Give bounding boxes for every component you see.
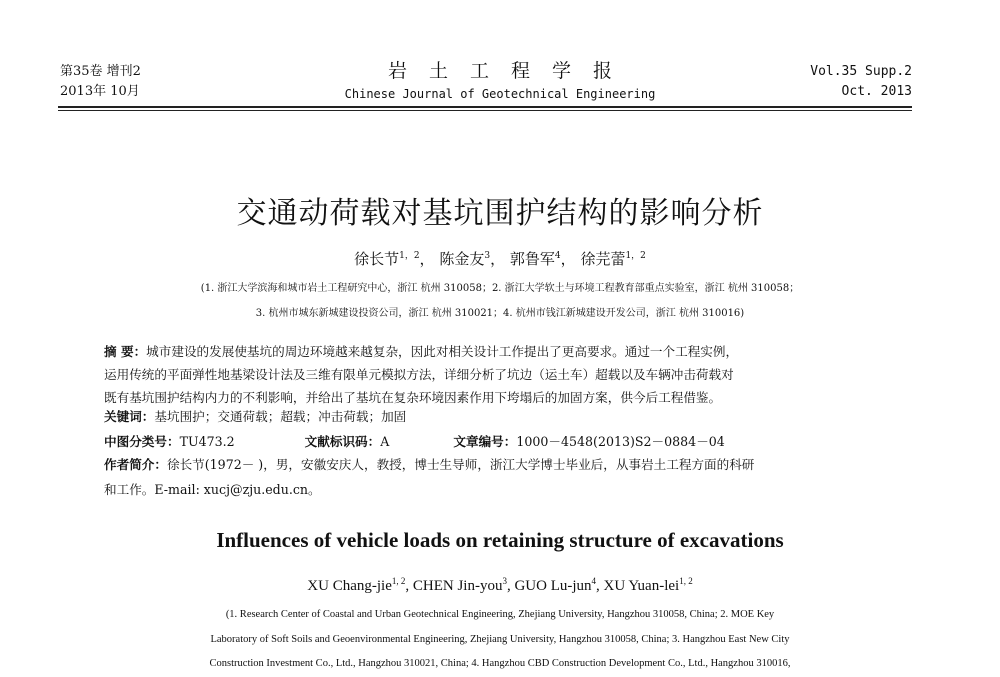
journal-name-en: Chinese Journal of Geotechnical Engineering	[344, 87, 656, 101]
author-bio	[104, 453, 894, 476]
clc-value: TU473.2	[179, 434, 235, 449]
author-name-en: XU Chang-jie	[307, 578, 392, 594]
author-affil-mark: 3	[502, 576, 507, 586]
author-name: 郭鲁军	[509, 250, 555, 268]
volume-issue: 第35卷 增刊2	[60, 64, 141, 79]
header-rule-thick	[58, 106, 912, 108]
author-name-en: GUO Lu-jun	[514, 578, 592, 594]
author-sep: ,	[405, 578, 413, 594]
volume-issue-en: Vol.35 Supp.2	[810, 64, 912, 79]
publish-date: 2013年 10月	[60, 84, 140, 99]
header-rule-thin	[58, 110, 912, 111]
author-affil-mark: 1, 2	[679, 576, 693, 586]
author-sep: ，	[560, 250, 576, 268]
abstract-label: 摘 要：	[104, 344, 147, 359]
author-affil-mark: 4	[554, 251, 561, 261]
abstract-line: 城市建设的发展使基坑的周边环境越来越复杂，因此对相关设计工作提出了更高要求。通过一个工程实例，	[146, 344, 739, 359]
author-affil-mark: 4	[591, 576, 597, 586]
issue-info-en	[810, 62, 912, 102]
author-sep: ，	[419, 250, 435, 268]
author-bio-label: 作者简介：	[104, 457, 167, 472]
clc-label: 中图分类号：	[104, 434, 180, 449]
abstract	[104, 340, 894, 363]
paper-title-en: Influences of vehicle loads on retaining structure of excavations	[216, 528, 784, 552]
keywords-text: 基坑围护；交通荷载；超载；冲击荷载；加固	[154, 409, 407, 424]
doc-code-value: A	[380, 434, 390, 449]
affiliation-en-line: Construction Investment Co., Ltd., Hangzhou 310021, China; 4. Hangzhou CBD Construction Development Co., Ltd., Hangzhou 310016,	[209, 658, 791, 669]
author-list-cn	[0, 248, 1000, 269]
affiliation-cn-line: (1. 浙江大学滨海和城市岩土工程研究中心，浙江 杭州 310058；2. 浙江大学软土与环境工程教育部重点实验室，浙江 杭州 310058；	[200, 283, 800, 294]
doc-code-label: 文献标识码：	[304, 434, 381, 449]
article-no-label: 文章编号：	[453, 434, 517, 449]
abstract-line: 运用传统的平面弹性地基梁设计法及三维有限单元模拟方法，详细分析了坑边（运土车）超载以及车辆冲击荷载对	[104, 367, 734, 382]
author-affil-mark: 3	[484, 251, 491, 261]
author-name: 陈金友	[439, 250, 485, 268]
journal-name-cn: 岩土工程学报	[387, 60, 634, 82]
affiliation-en-line: (1. Research Center of Coastal and Urban Geotechnical Engineering, Zhejiang University, Hangzhou 310058, China; 2. MOE Key	[225, 609, 775, 620]
author-affil-mark: 1, 2	[391, 576, 406, 586]
keywords-label: 关键词：	[104, 409, 155, 424]
article-no-value: 1000－4548(2013)S2－0884－04	[516, 434, 725, 449]
affiliation-en-line: Laboratory of Soft Soils and Geoenvironmental Engineering, Zhejiang University, Hangzhou 310058, China; 3. Hangzhou East New City	[210, 634, 790, 645]
publish-date-en: Oct. 2013	[841, 84, 912, 99]
author-name: 徐芫蕾	[580, 250, 626, 268]
author-sep: ，	[490, 250, 506, 268]
author-affil-mark: 1，2	[399, 251, 420, 261]
classification	[104, 430, 894, 453]
affiliation-cn-line: 3. 杭州市城东新城建设投资公司，浙江 杭州 310021；4. 杭州市钱江新城建设开发公司，浙江 杭州 310016)	[255, 308, 745, 319]
author-name-en: XU Yuan-lei	[603, 578, 680, 594]
author-list-en	[0, 576, 1000, 595]
keywords	[104, 405, 894, 428]
paper-title-cn: 交通动荷载对基坑围护结构的影响分析	[236, 196, 764, 231]
author-name: 徐长节	[354, 250, 400, 268]
author-sep: ,	[506, 578, 515, 594]
abstract-line: 既有基坑围护结构内力的不利影响，并给出了基坑在复杂环境因素作用下垮塌后的加固方案，供今后工程借鉴。	[104, 390, 722, 405]
author-affil-mark: 1，2	[625, 251, 646, 261]
author-bio-text: 徐长节(1972－ )，男，安徽安庆人，教授，博士生导师，浙江大学博士毕业后，从事岩土工程方面的科研	[166, 457, 755, 472]
author-sep: ,	[596, 578, 604, 594]
author-name-en: CHEN Jin-you	[412, 578, 503, 594]
author-bio-line: 和工作。E-mail: xucj@zju.edu.cn。	[104, 482, 321, 497]
